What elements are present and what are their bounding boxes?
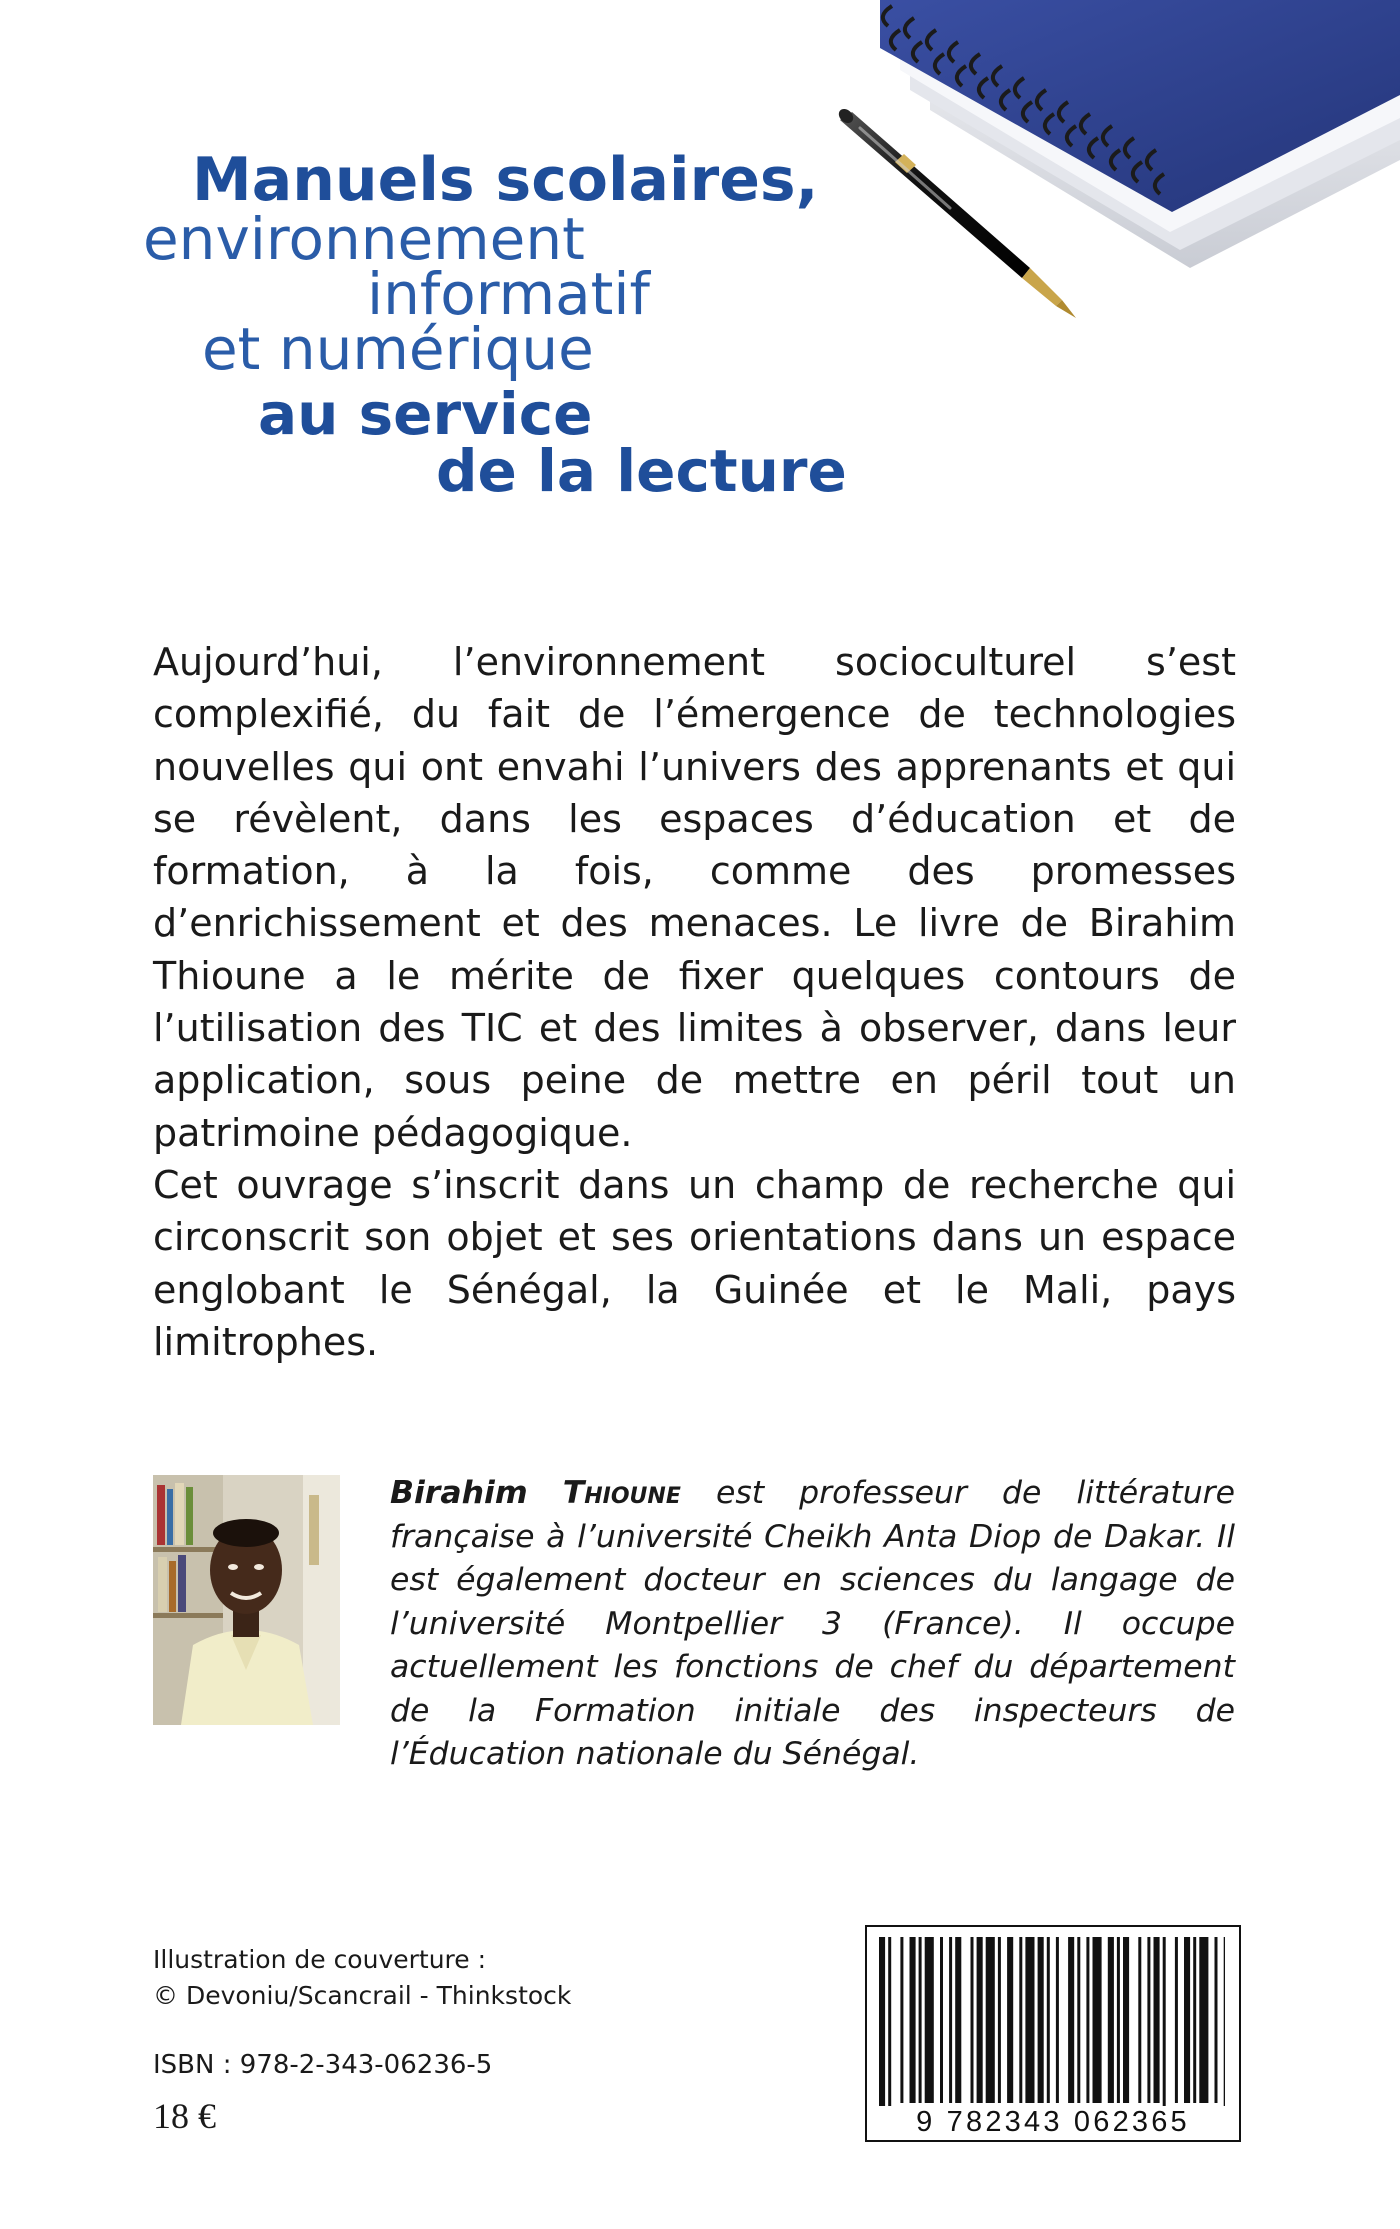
price: 18 € <box>153 2096 216 2136</box>
title-line-6: de la lecture <box>436 437 847 505</box>
barcode-digits: 9 782343 062365 <box>870 2106 1236 2138</box>
title-line-2: environnement <box>143 205 585 273</box>
barcode <box>865 1925 1241 2142</box>
author-first-name: Birahim <box>390 1475 528 1511</box>
title-line-5: au service <box>258 380 593 448</box>
credits-label: Illustration de couverture : <box>153 1945 487 1974</box>
cover-credits <box>153 1942 571 2014</box>
author-bio-text: est professeur de littérature française à l’université Cheikh Anta Diop de Dakar. Il est également docteur en sciences du langage de l’université Montpellier 3 (France). Il occupe actuellement les fonctions de chef du département de la Formation initiale des inspecteurs de l’Éducation nationale du Sénégal. <box>390 1475 1235 1772</box>
author-photo <box>153 1475 340 1725</box>
back-cover-blurb <box>153 636 1236 1368</box>
notebook-and-pen-illustration <box>800 0 1400 340</box>
title-line-1: Manuels scolaires, <box>192 145 819 215</box>
credits-value: © Devoniu/Scancrail - Thinkstock <box>153 1981 572 2010</box>
isbn: ISBN : 978-2-343-06236-5 <box>153 2050 493 2080</box>
title-line-3: informatif <box>367 260 650 328</box>
blurb-paragraph-2: Cet ouvrage s’inscrit dans un champ de recherche qui circonscrit son objet et ses orientations dans un espace englobant le Sénégal, la Guinée et le Mali, pays limitrophes. <box>153 1162 1236 1364</box>
blurb-paragraph-1: Aujourd’hui, l’environnement socioculturel s’est complexifié, du fait de l’émergence de technologies nouvelles qui ont envahi l’univers des apprenants et qui se révèlent, dans les espaces d’éducation et de formation, à la fois, comme des promesses d’enrichissement et des menaces. Le livre de Birahim Thioune a le mérite de fixer quelques contours de l’utilisation des TIC et des limites à observer, dans leur application, sous peine de mettre en péril tout un patrimoine pédagogique. <box>153 640 1236 1155</box>
title-line-4: et numérique <box>202 315 594 383</box>
author-last-name: Thioune <box>562 1475 681 1511</box>
author-bio <box>390 1472 1235 1777</box>
